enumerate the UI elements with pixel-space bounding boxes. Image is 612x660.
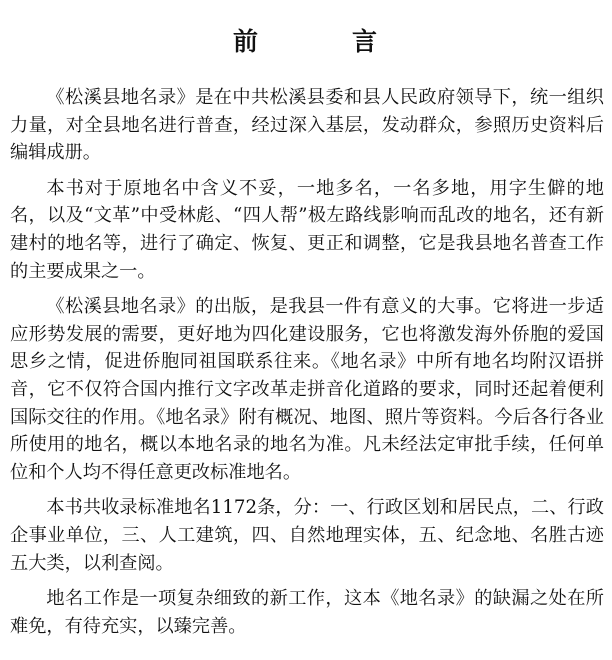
paragraph-2: 本书对于原地名中含义不妥，一地多名，一名多地，用字生僻的地名，以及“文革”中受林彪、“四人帮”极左路线影响而乱改的地名，还有新建村的地名等，进行了确定、恢复、更正和调整，它是我县地名普查工作的主要成果之一。 — [10, 177, 604, 282]
page-title — [0, 22, 612, 58]
paragraph-4: 本书共收录标准地名1172条，分：一、行政区划和居民点，二、行政企事业单位，三、人工建筑，四、自然地理实体，五、纪念地、名胜古迹五大类，以利查阅。 — [10, 497, 604, 574]
preface-body — [10, 84, 604, 648]
paragraph-3: 《松溪县地名录》的出版，是我县一件有意义的大事。它将进一步适应形势发展的需要，更好地为四化建设服务，它也将激发海外侨胞的爱国思乡之情，促进侨胞同祖国联系往来。《地名录》中所有地名均附汉语拼音，它不仅符合国内推行文字改革走拼音化道路的要求，同时还起着便利国际交往的作用。《地名录》附有概况、地图、照片等资料。今后各行各业所使用的地名，概以本地名录的地名为准。凡未经法定审批手续，任何单位和个人均不得任意更改标准地名。 — [10, 296, 604, 483]
paragraph-1: 《松溪县地名录》是在中共松溪县委和县人民政府领导下，统一组织力量，对全县地名进行普查，经过深入基层，发动群众，参照历史资料后编辑成册。 — [10, 87, 604, 164]
paragraph-5: 地名工作是一项复杂细致的新工作，这本《地名录》的缺漏之处在所难免，有待充实，以臻完善。 — [10, 588, 604, 637]
title-char-1: 前 — [232, 27, 260, 56]
title-char-2: 言 — [352, 27, 380, 56]
